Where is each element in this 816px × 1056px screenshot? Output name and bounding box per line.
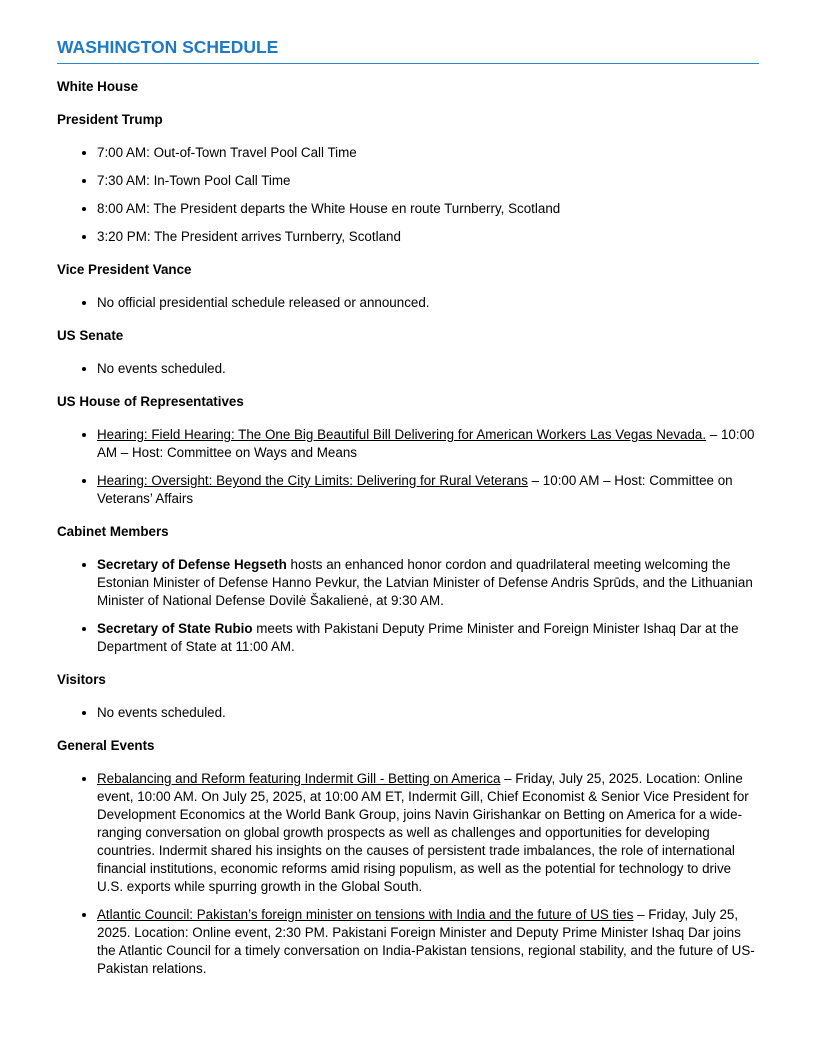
hearing-details: – 10:00 AM – Host: Committee on Veterans’ Affairs — [97, 473, 733, 506]
list-item — [97, 556, 759, 610]
house-schedule-list — [57, 426, 759, 508]
list-item: • 3:20 PM: The President arrives Turnberry, Scotland — [97, 228, 759, 246]
section-heading-senate: US Senate — [57, 328, 124, 343]
subheading-vice-president: Vice President Vance — [57, 262, 192, 277]
list-item: • 8:00 AM: The President departs the White House en route Turnberry, Scotland — [97, 200, 759, 218]
event-link[interactable]: Rebalancing and Reform featuring Indermit Gill - Betting on America — [97, 771, 501, 786]
event-details: – Friday, July 25, 2025. Location: Online event, 10:00 AM. On July 25, 2025, at 10:00 AM ET, Indermit Gill, Chief Economist & Senior Vice President for Development Economics at the World Bank Group, joins Navin Girishankar on Betting on America for a wide-ranging conversation on global growth prospects as well as challenges and opportunities for developing countries. Indermit shared his insights on the causes of persistent trade imbalances, the role of international financial institutions, economic reforms amid rising populism, as well as the potential for technology to drive U.S. exports while spurring growth in the Global South. — [97, 771, 749, 894]
event-details: hosts an enhanced honor cordon and quadrilateral meeting welcoming the Estonian Minister of Defense Hanno Pevkur, the Latvian Minister of Defense Andris Sprūds, and the Lithuanian Minister of National Defense Dovilė Šakalienė, at 9:30 AM. — [97, 557, 753, 608]
list-item — [97, 426, 759, 462]
vice-president-schedule-list — [57, 294, 759, 312]
event-link[interactable]: Atlantic Council: Pakistan’s foreign minister on tensions with India and the future of US ties — [97, 907, 634, 922]
list-item: • No events scheduled. — [97, 360, 759, 378]
cabinet-schedule-list — [57, 556, 759, 656]
list-item — [97, 770, 759, 896]
hearing-link[interactable]: Hearing: Field Hearing: The One Big Beautiful Bill Delivering for American Workers Las Vegas Nevada. — [97, 427, 707, 442]
list-item: • No official presidential schedule released or announced. — [97, 294, 759, 312]
list-item: • 7:30 AM: In-Town Pool Call Time — [97, 172, 759, 190]
section-heading-cabinet: Cabinet Members — [57, 524, 169, 539]
hearing-details: – 10:00 AM – Host: Committee on Ways and Means — [97, 427, 755, 460]
section-heading-house: US House of Representatives — [57, 394, 244, 409]
list-item: • No events scheduled. — [97, 704, 759, 722]
section-heading-visitors: Visitors — [57, 672, 106, 687]
president-schedule-list — [57, 144, 759, 246]
general-events-list — [57, 770, 759, 978]
section-heading-general-events: General Events — [57, 738, 155, 753]
event-details: – Friday, July 25, 2025. Location: Online event, 2:30 PM. Pakistani Foreign Minister and Deputy Prime Minister Ishaq Dar joins the Atlantic Council for a timely conversation on India-Pakistan tensions, regional stability, and the future of US-Pakistan relations. — [97, 907, 755, 976]
hearing-link[interactable]: Hearing: Oversight: Beyond the City Limits: Delivering for Rural Veterans — [97, 473, 528, 488]
list-item — [97, 906, 759, 978]
official-name: Secretary of State Rubio — [97, 621, 253, 636]
official-name: Secretary of Defense Hegseth — [97, 557, 287, 572]
list-item — [97, 472, 759, 508]
list-item — [97, 620, 759, 656]
page-title: WASHINGTON SCHEDULE — [57, 35, 759, 64]
senate-schedule-list — [57, 360, 759, 378]
section-heading-white-house: White House — [57, 79, 139, 94]
list-item: • 7:00 AM: Out-of-Town Travel Pool Call Time — [97, 144, 759, 162]
visitors-schedule-list — [57, 704, 759, 722]
subheading-president: President Trump — [57, 112, 163, 127]
event-details: meets with Pakistani Deputy Prime Minister and Foreign Minister Ishaq Dar at the Department of State at 11:00 AM. — [97, 621, 739, 654]
